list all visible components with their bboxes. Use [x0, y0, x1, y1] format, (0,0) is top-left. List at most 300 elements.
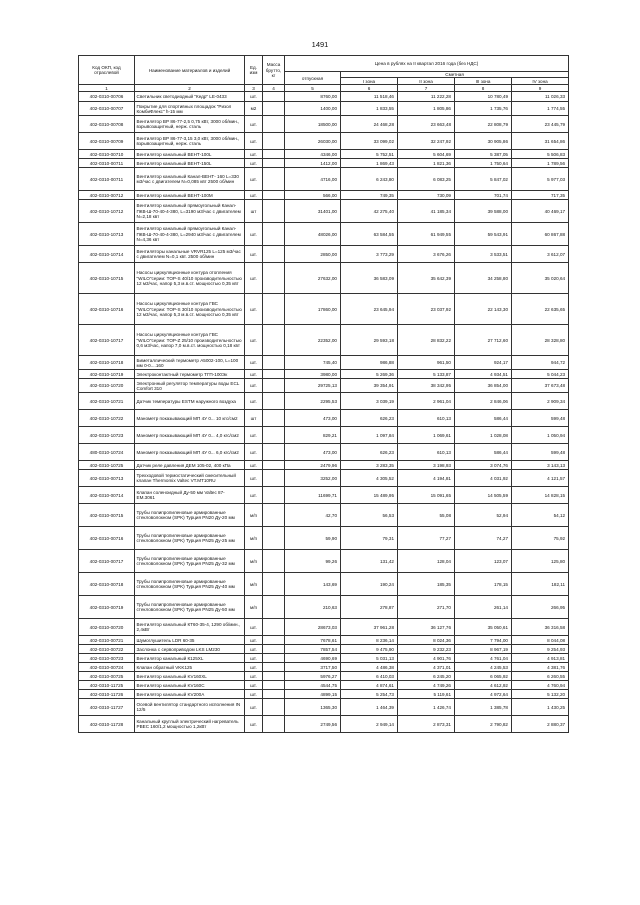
cell-code: 402-0310-00710: [79, 150, 135, 159]
cell-retail-price: 5976,27: [285, 672, 341, 681]
cell-zone-1-price: 3 283,35: [341, 461, 398, 470]
cell-name: Клапан соленоидный Ду-50 мм Valtec 87-EM.3061: [135, 487, 245, 504]
cell-unit: шт.: [245, 487, 263, 504]
cell-name: Вентилятор канальный ВЕНТ-100М: [135, 191, 245, 200]
column-number-row: [79, 85, 569, 92]
cell-name: Вентилятор канальный Канал-ВЕНТ- 160 L=330 м3/час с двигателем N=0,085 квт 2500 об/мин: [135, 168, 245, 191]
table-row: [79, 223, 569, 246]
cell-zone-4-price: 31 654,86: [512, 133, 569, 150]
cell-unit: шт.: [245, 681, 263, 690]
cell-zone-4-price: 1 789,56: [512, 159, 569, 168]
cell-code: 402-0310-00707: [79, 102, 135, 116]
cell-name: Насосы циркуляционные контура ГВС "WILO"серии: TOP-Z 25/10 производительностью 0,6 м3/час, напор 7,0 м.в.ст. мощностью 0,18 квт: [135, 325, 245, 356]
cell-zone-1-price: 4 874,61: [341, 681, 398, 690]
cell-name: Насосы циркуляционные контура ГВС "WILO"серии: TOP-S 30/10 производительностью 12 м3/час, напор 5,3 м.в.ст. мощностью 0,35 квт: [135, 294, 245, 325]
cell-zone-1-price: 42 275,40: [341, 200, 398, 223]
cell-zone-3-price: 36 854,00: [455, 379, 512, 393]
cell-mass: [263, 246, 285, 263]
cell-name: Датчик температуры ESTM наружного воздуха: [135, 393, 245, 410]
cell-zone-4-price: 5 506,83: [512, 150, 569, 159]
cell-unit: шт.: [245, 379, 263, 393]
cell-mass: [263, 116, 285, 133]
cell-zone-1-price: 79,31: [341, 527, 398, 550]
col-unit-header: Ед. изм: [245, 56, 263, 85]
cell-zone-3-price: 30 905,86: [455, 133, 512, 150]
table-row: [79, 699, 569, 716]
cell-code: 402-0310-00713: [79, 470, 135, 487]
cell-name: Канальный круглый электрический нагреватель PBEC 160/1,2 мощностью 1,2кВт: [135, 716, 245, 733]
cell-mass: [263, 133, 285, 150]
cell-zone-4-price: 1 774,55: [512, 102, 569, 116]
cell-zone-4-price: 3 612,07: [512, 246, 569, 263]
cell-zone-3-price: 3 074,76: [455, 461, 512, 470]
cell-retail-price: 745,40: [285, 356, 341, 370]
cell-zone-4-price: 23 445,79: [512, 116, 569, 133]
cell-name: Манометр показывающий МП 4У 0... 6,0 кгс/см2: [135, 444, 245, 461]
cell-code: 402-0310-00706: [79, 92, 135, 102]
table-row: [79, 159, 569, 168]
table-row: [79, 325, 569, 356]
cell-mass: [263, 573, 285, 596]
cell-zone-2-price: 28 832,22: [398, 325, 455, 356]
cell-zone-4-price: 4 121,57: [512, 470, 569, 487]
column-number: 5: [285, 85, 341, 92]
cell-unit: шт.: [245, 159, 263, 168]
cell-unit: шт.: [245, 690, 263, 699]
cell-code: 402-0310-00719: [79, 596, 135, 619]
cell-unit: шт.: [245, 116, 263, 133]
cell-code: 402-0310-00722: [79, 645, 135, 654]
column-number: 7: [398, 85, 455, 92]
cell-zone-3-price: 7 794,00: [455, 636, 512, 645]
cell-zone-2-price: 23 037,92: [398, 294, 455, 325]
cell-unit: шт.: [245, 663, 263, 672]
cell-zone-4-price: 35 020,64: [512, 263, 569, 294]
cell-zone-1-price: 23 645,94: [341, 294, 398, 325]
cell-retail-price: 1365,30: [285, 699, 341, 716]
cell-zone-1-price: 5 752,51: [341, 150, 398, 159]
table-row: [79, 504, 569, 527]
table-row: [79, 636, 569, 645]
cell-zone-4-price: 4 913,81: [512, 654, 569, 663]
cell-code: 402-0310-00714: [79, 487, 135, 504]
table-row: [79, 379, 569, 393]
cell-retail-price: 2295,53: [285, 393, 341, 410]
cell-mass: [263, 681, 285, 690]
cell-code: 402-0310-00718: [79, 573, 135, 596]
cell-zone-3-price: 74,27: [455, 527, 512, 550]
cell-zone-2-price: 32 247,92: [398, 133, 455, 150]
cell-zone-2-price: 3 198,93: [398, 461, 455, 470]
cell-retail-price: 3980,00: [285, 370, 341, 379]
price-table: [78, 55, 569, 733]
cell-retail-price: 566,00: [285, 191, 341, 200]
cell-zone-2-price: 15 091,65: [398, 487, 455, 504]
cell-zone-1-price: 986,88: [341, 356, 398, 370]
cell-zone-4-price: 9 254,93: [512, 645, 569, 654]
cell-mass: [263, 690, 285, 699]
cell-zone-1-price: 1 833,55: [341, 102, 398, 116]
cell-zone-3-price: 4 761,04: [455, 654, 512, 663]
cell-name: Манометр показывающий МП 4У 0... 10 кгс/см2: [135, 410, 245, 427]
table-row: [79, 92, 569, 102]
cell-zone-3-price: 586,44: [455, 410, 512, 427]
cell-code: 402-0310-10717: [79, 325, 135, 356]
cell-zone-1-price: 3 039,19: [341, 393, 398, 410]
cell-zone-2-price: 55,08: [398, 504, 455, 527]
cell-code: 402-0310-10722: [79, 410, 135, 427]
cell-mass: [263, 356, 285, 370]
cell-zone-3-price: 3 533,51: [455, 246, 512, 263]
cell-unit: шт.: [245, 427, 263, 444]
cell-unit: шт.: [245, 699, 263, 716]
cell-retail-price: 27632,00: [285, 263, 341, 294]
cell-unit: шт.: [245, 716, 263, 733]
cell-mass: [263, 150, 285, 159]
table-row: [79, 663, 569, 672]
column-number: 3: [245, 85, 263, 92]
cell-zone-3-price: 123,07: [455, 550, 512, 573]
cell-unit: шт.: [245, 444, 263, 461]
cell-zone-3-price: 4 031,92: [455, 470, 512, 487]
cell-mass: [263, 191, 285, 200]
cell-zone-2-price: 4 371,01: [398, 663, 455, 672]
cell-zone-3-price: 27 712,60: [455, 325, 512, 356]
cell-code: 402-0310-00725: [79, 672, 135, 681]
cell-zone-2-price: 185,35: [398, 573, 455, 596]
cell-zone-1-price: 36 583,09: [341, 263, 398, 294]
cell-code: 402-0310-00717: [79, 550, 135, 573]
cell-mass: [263, 461, 285, 470]
cell-code: 402-0310-00724: [79, 663, 135, 672]
table-row: [79, 294, 569, 325]
cell-zone-2-price: 77,27: [398, 527, 455, 550]
cell-unit: шт: [245, 410, 263, 427]
cell-code: 402-0310-10719: [79, 370, 135, 379]
cell-code: 402-0310-00711: [79, 168, 135, 191]
cell-mass: [263, 504, 285, 527]
column-number: 2: [135, 85, 245, 92]
cell-mass: [263, 393, 285, 410]
cell-zone-2-price: 4 901,76: [398, 654, 455, 663]
table-row: [79, 370, 569, 379]
cell-zone-3-price: 2 846,06: [455, 393, 512, 410]
cell-mass: [263, 427, 285, 444]
cell-zone-2-price: 128,04: [398, 550, 455, 573]
cell-name: Трубы полипропиленовые армированные стекловолокном (SPK) Турция PN25 Ду-25 мм: [135, 527, 245, 550]
cell-zone-2-price: 1 821,36: [398, 159, 455, 168]
cell-zone-3-price: 2 790,82: [455, 716, 512, 733]
cell-unit: шт.: [245, 92, 263, 102]
table-row: [79, 672, 569, 681]
cell-zone-1-price: 15 489,95: [341, 487, 398, 504]
column-number: 4: [263, 85, 285, 92]
cell-code: 402-0310-11727: [79, 699, 135, 716]
cell-retail-price: 11699,71: [285, 487, 341, 504]
cell-zone-1-price: 4 305,52: [341, 470, 398, 487]
cell-mass: [263, 645, 285, 654]
column-number: 1: [79, 85, 135, 92]
cell-retail-price: 8760,00: [285, 92, 341, 102]
cell-zone-2-price: 36 127,76: [398, 619, 455, 636]
table-row: [79, 690, 569, 699]
cell-zone-2-price: 38 342,95: [398, 379, 455, 393]
cell-zone-4-price: 4 760,94: [512, 681, 569, 690]
cell-retail-price: 7678,61: [285, 636, 341, 645]
cell-unit: шт.: [245, 150, 263, 159]
cell-unit: шт.: [245, 133, 263, 150]
cell-unit: шт.: [245, 619, 263, 636]
cell-name: Клапан обратный VKK125: [135, 663, 245, 672]
page-number: 1491: [311, 40, 329, 49]
cell-zone-2-price: 23 663,48: [398, 116, 455, 133]
col-retail-header: отпускная: [285, 72, 341, 85]
table-row: [79, 427, 569, 444]
cell-zone-3-price: 5 847,02: [455, 168, 512, 191]
cell-name: Осевой вентилятор стандартного исполнения IN 12/5: [135, 699, 245, 716]
cell-name: Вентилятор канальный КТ60-35-4, 1290 об/мин., 2,4кВт: [135, 619, 245, 636]
cell-unit: шт.: [245, 636, 263, 645]
cell-retail-price: 48026,00: [285, 223, 341, 246]
cell-unit: м/п: [245, 550, 263, 573]
cell-unit: шт.: [245, 393, 263, 410]
cell-zone-1-price: 9 475,90: [341, 645, 398, 654]
cell-unit: м/п: [245, 573, 263, 596]
cell-name: Электронный регулятор температуры воды ECL Comfort 310: [135, 379, 245, 393]
cell-zone-4-price: 11 026,33: [512, 92, 569, 102]
cell-zone-3-price: 261,14: [455, 596, 512, 619]
cell-zone-4-price: 6 260,55: [512, 672, 569, 681]
cell-mass: [263, 470, 285, 487]
cell-zone-3-price: 39 588,00: [455, 200, 512, 223]
cell-mass: [263, 527, 285, 550]
cell-code: 402-0310-00709: [79, 133, 135, 150]
cell-zone-3-price: 178,15: [455, 573, 512, 596]
cell-zone-2-price: 61 949,55: [398, 223, 455, 246]
zone-4-header: IV зона: [512, 78, 569, 85]
cell-mass: [263, 168, 285, 191]
cell-zone-3-price: 52,94: [455, 504, 512, 527]
cell-mass: [263, 379, 285, 393]
cell-zone-4-price: 5 132,20: [512, 690, 569, 699]
cell-zone-1-price: 626,23: [341, 410, 398, 427]
cell-zone-3-price: 701,74: [455, 191, 512, 200]
cell-code: 402-0310-10713: [79, 223, 135, 246]
cell-code: 402-0310-00720: [79, 619, 135, 636]
cell-zone-2-price: 610,13: [398, 444, 455, 461]
cell-retail-price: 4899,15: [285, 690, 341, 699]
cell-zone-3-price: 34 258,80: [455, 263, 512, 294]
cell-zone-4-price: 125,80: [512, 550, 569, 573]
cell-unit: м2: [245, 102, 263, 116]
cell-unit: шт.: [245, 470, 263, 487]
table-row: [79, 487, 569, 504]
cell-zone-1-price: 3 773,29: [341, 246, 398, 263]
table-row: [79, 550, 569, 573]
cell-retail-price: 26030,00: [285, 133, 341, 150]
cell-zone-3-price: 22 143,30: [455, 294, 512, 325]
cell-zone-3-price: 4 612,92: [455, 681, 512, 690]
table-row: [79, 527, 569, 550]
cell-zone-4-price: 5 044,23: [512, 370, 569, 379]
cell-retail-price: 2850,00: [285, 246, 341, 263]
cell-retail-price: 1400,00: [285, 102, 341, 116]
cell-zone-3-price: 5 387,05: [455, 150, 512, 159]
cell-name: Электроконтактный термометр ТГП-100Эк: [135, 370, 245, 379]
cell-mass: [263, 550, 285, 573]
cell-name: Вентилятор канальный KV200А: [135, 690, 245, 699]
cell-zone-3-price: 1 028,08: [455, 427, 512, 444]
cell-zone-2-price: 5 133,87: [398, 370, 455, 379]
column-number: 9: [512, 85, 569, 92]
cell-zone-4-price: 599,48: [512, 444, 569, 461]
cell-zone-3-price: 1 735,76: [455, 102, 512, 116]
cell-zone-2-price: 5 604,69: [398, 150, 455, 159]
cell-zone-3-price: 8 967,19: [455, 645, 512, 654]
price-title-header: Цена в рублях на II квартал 2016 года (без НДС): [285, 56, 569, 72]
cell-code: 402-0310-11725: [79, 681, 135, 690]
cell-code: 402-0310-00712: [79, 191, 135, 200]
cell-zone-4-price: 40 469,17: [512, 200, 569, 223]
cell-zone-4-price: 75,92: [512, 527, 569, 550]
cell-zone-2-price: 6 083,25: [398, 168, 455, 191]
cell-zone-4-price: 599,48: [512, 410, 569, 427]
cell-zone-2-price: 41 185,34: [398, 200, 455, 223]
cell-zone-1-price: 37 961,28: [341, 619, 398, 636]
cell-mass: [263, 325, 285, 356]
cell-code: 402-0310-10714: [79, 246, 135, 263]
cell-name: Вентилятор канальный KV160XL: [135, 672, 245, 681]
cell-unit: шт.: [245, 191, 263, 200]
cell-name: Вентиляторы канальные VRVR125 L=125 м3/час с двигателем N=0,1 квт. 2500 об/мин: [135, 246, 245, 263]
cell-code: 402-0310-00723: [79, 654, 135, 663]
cell-code: 402-0310-10716: [79, 294, 135, 325]
table-row: [79, 246, 569, 263]
cell-zone-4-price: 2 880,37: [512, 716, 569, 733]
cell-code: 402-0310-11726: [79, 690, 135, 699]
cell-name: Покрытие для спортивных площадок "Ризол КомбиФлекс" h-15 мм: [135, 102, 245, 116]
cell-name: Заслонка с сервоприводом LKS LM230: [135, 645, 245, 654]
cell-retail-price: 4716,00: [285, 168, 341, 191]
cell-unit: шт.: [245, 223, 263, 246]
table-row: [79, 393, 569, 410]
cell-zone-4-price: 37 673,48: [512, 379, 569, 393]
cell-zone-4-price: 2 909,34: [512, 393, 569, 410]
col-code-header: Код ОКП, код отраслевой: [79, 56, 135, 85]
zone-2-header: II зона: [398, 78, 455, 85]
cell-retail-price: 4544,75: [285, 681, 341, 690]
cell-zone-4-price: 944,72: [512, 356, 569, 370]
cell-retail-price: 473,00: [285, 410, 341, 427]
cell-retail-price: 210,63: [285, 596, 341, 619]
cell-zone-2-price: 8 024,36: [398, 636, 455, 645]
table-row: [79, 200, 569, 223]
table-row: [79, 573, 569, 596]
cell-code: 402-0310-00708: [79, 116, 135, 133]
cell-retail-price: 22352,00: [285, 325, 341, 356]
cell-mass: [263, 263, 285, 294]
cell-code: 402-0310-00721: [79, 636, 135, 645]
cell-mass: [263, 223, 285, 246]
cell-zone-2-price: 730,09: [398, 191, 455, 200]
cell-zone-2-price: 4 194,81: [398, 470, 455, 487]
cell-code: 402-0310-10725: [79, 461, 135, 470]
cell-name: Вентилятор канальный ВЕНТ-150L: [135, 159, 245, 168]
cell-unit: шт.: [245, 168, 263, 191]
cell-retail-price: 4346,00: [285, 150, 341, 159]
cell-retail-price: 28673,03: [285, 619, 341, 636]
cell-unit: м/п: [245, 527, 263, 550]
cell-name: Вентилятор канальный ВЕНТ-100L: [135, 150, 245, 159]
cell-retail-price: 29725,13: [285, 379, 341, 393]
cell-zone-4-price: 36 316,58: [512, 619, 569, 636]
cell-unit: м/п: [245, 504, 263, 527]
cell-zone-1-price: 278,87: [341, 596, 398, 619]
cell-mass: [263, 200, 285, 223]
cell-zone-2-price: 3 676,26: [398, 246, 455, 263]
cell-code: 402-0310-00711: [79, 159, 135, 168]
cell-name: Светильник светодиодный "Кедр" LE-0433: [135, 92, 245, 102]
cell-zone-2-price: 4 749,26: [398, 681, 455, 690]
cell-zone-4-price: 8 044,08: [512, 636, 569, 645]
cell-name: Датчик реле давления ДЕМ 105-02, 400 кПа: [135, 461, 245, 470]
zone-3-header: III зона: [455, 78, 512, 85]
cell-name: Вентилятор канальный прямоугольный Канал-ПКВ-Ш-70-40-4-380, L=3190 м3/час с двигателем N=2,18 квт: [135, 200, 245, 223]
cell-retail-price: 4690,69: [285, 654, 341, 663]
cell-retail-price: 2749,56: [285, 716, 341, 733]
table-body: [79, 92, 569, 733]
cell-name: Биметаллический термометр A5002-100, L=100 мм 0-0....160: [135, 356, 245, 370]
table-row: [79, 716, 569, 733]
table-row: [79, 263, 569, 294]
cell-zone-1-price: 11 518,46: [341, 92, 398, 102]
cell-name: Трубы полипропиленовые армированные стекловолокном (SPK) Турция PN25 Ду-40 мм: [135, 573, 245, 596]
cell-zone-2-price: 5 119,61: [398, 690, 455, 699]
cell-zone-1-price: 5 254,73: [341, 690, 398, 699]
table-row: [79, 681, 569, 690]
cell-unit: шт.: [245, 654, 263, 663]
cell-mass: [263, 619, 285, 636]
cell-mass: [263, 672, 285, 681]
cell-zone-1-price: 626,23: [341, 444, 398, 461]
cell-retail-price: 473,00: [285, 444, 341, 461]
cell-zone-2-price: 2 961,04: [398, 393, 455, 410]
cell-zone-4-price: 1 050,94: [512, 427, 569, 444]
table-row: [79, 444, 569, 461]
cell-mass: [263, 699, 285, 716]
cell-zone-3-price: 10 780,49: [455, 92, 512, 102]
cell-zone-2-price: 1 426,74: [398, 699, 455, 716]
table-row: [79, 619, 569, 636]
cell-code: 402-0310-11728: [79, 716, 135, 733]
cell-unit: шт.: [245, 370, 263, 379]
cell-zone-4-price: 3 143,13: [512, 461, 569, 470]
cell-zone-2-price: 610,13: [398, 410, 455, 427]
cell-zone-1-price: 1 869,43: [341, 159, 398, 168]
cell-mass: [263, 663, 285, 672]
cell-name: Вентилятор ВР 86-77-3,15 3,0 кВт, 3000 об/мин., взрывозащитный, нерж. сталь: [135, 133, 245, 150]
cell-mass: [263, 596, 285, 619]
table-row: [79, 356, 569, 370]
cell-zone-1-price: 1 097,84: [341, 427, 398, 444]
cell-zone-2-price: 11 222,28: [398, 92, 455, 102]
cell-zone-4-price: 60 867,88: [512, 223, 569, 246]
cell-unit: шт.: [245, 246, 263, 263]
cell-zone-3-price: 1 750,64: [455, 159, 512, 168]
table-row: [79, 461, 569, 470]
table-row: [79, 645, 569, 654]
cell-zone-1-price: 33 099,02: [341, 133, 398, 150]
